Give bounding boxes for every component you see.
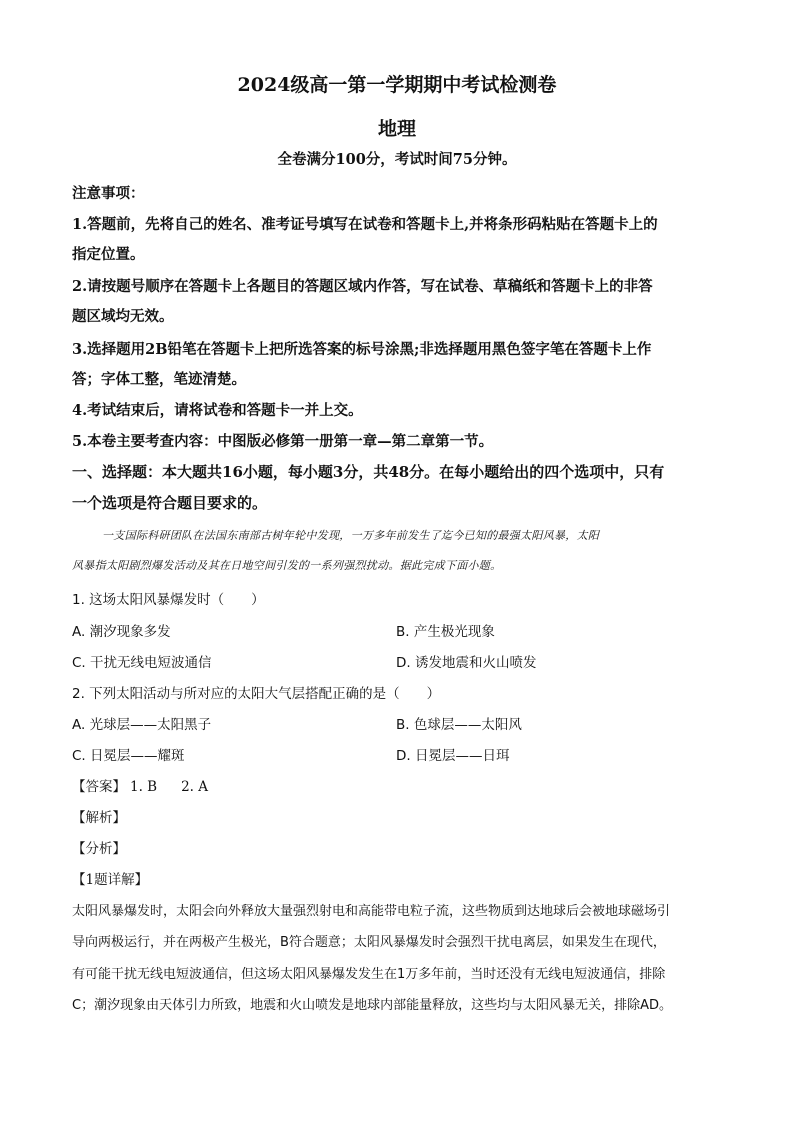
note-line: 3.选择题用2B铅笔在答题卡上把所选答案的标号涂黑;非选择题用黑色签字笔在答题卡上作 [72,341,652,358]
note-line: 2.请按题号顺序在答题卡上各题目的答题区域内作答，写在试卷、草稿纸和答题卡上的非答 [72,278,653,295]
note-line: 答；字体工整，笔迹清楚。 [72,371,246,388]
question-1-option-c: C. 干扰无线电短波通信 [72,655,212,671]
note-line: 指定位置。 [72,246,145,263]
notes-heading: 注意事项： [72,185,145,202]
analysis-jiexi-label: 【解析】 [72,810,126,826]
note-line: 题区域均无效。 [72,308,174,325]
question-1-option-a: A. 潮汐现象多发 [72,624,171,640]
answer-label: 【答案】 [72,779,126,795]
question-1-stem: 1. 这场太阳风暴爆发时（ ） [72,592,265,608]
question-2-option-a: A. 光球层——太阳黑子 [72,717,212,733]
question-2-option-c: C. 日冕层——耀斑 [72,748,185,764]
question-1-option-d: D. 诱发地震和火山喷发 [396,655,537,671]
exam-title: 2024级高一第一学期期中考试检测卷 [237,74,557,96]
note-line: 4.考试结束后，请将试卷和答题卡一并上交。 [72,402,363,419]
passage-line: 风暴指太阳剧烈爆发活动及其在日地空间引发的一系列强烈扰动。据此完成下面小题。 [72,559,502,572]
analysis-fenxi-label: 【分析】 [72,841,126,857]
question-1-option-b: B. 产生极光现象 [396,624,495,640]
answer-2: 2. A [181,779,209,795]
passage-line: 一支国际科研团队在法国东南部古树年轮中发现，一万多年前发生了迄今已知的最强太阳风暴，太阳 [102,529,600,542]
answer-line [72,775,208,795]
subject-title: 地理 [377,118,416,140]
note-line: 1.答题前，先将自己的姓名、准考证号填写在试卷和答题卡上,并将条形码粘贴在答题卡上的 [72,216,658,233]
section-heading: 一、选择题：本大题共16小题，每小题3分，共48分。在每小题给出的四个选项中，只有 [72,463,665,481]
analysis-line: 有可能干扰无线电短波通信，但这场太阳风暴爆发发生在1万多年前，当时还没有无线电短波通信，排除 [72,967,666,982]
analysis-line: 太阳风暴爆发时，太阳会向外释放大量强烈射电和高能带电粒子流，这些物质到达地球后会被地球磁场引 [72,904,671,919]
answer-1: 1. B [130,779,158,795]
question-2-option-d: D. 日冕层——日珥 [396,748,510,764]
section-heading-cont: 一个选项是符合题目要求的。 [72,494,268,512]
question-2-stem: 2. 下列太阳活动与所对应的太阳大气层搭配正确的是（ ） [72,686,441,702]
analysis-line: C；潮汐现象由天体引力所致，地震和火山喷发是地球内部能量释放，这些均与太阳风暴无关，排除AD。 [72,998,672,1013]
analysis-line: 导向两极运行，并在两极产生极光，B符合题意；太阳风暴爆发时会强烈干扰电离层，如果发生在现代， [72,935,666,950]
note-line: 5.本卷主要考查内容：中图版必修第一册第一章—第二章第一节。 [72,433,494,450]
question-2-option-b: B. 色球层——太阳风 [396,717,522,733]
exam-info: 全卷满分100分，考试时间75分钟。 [277,151,517,168]
detail-heading: 【1题详解】 [72,872,149,888]
